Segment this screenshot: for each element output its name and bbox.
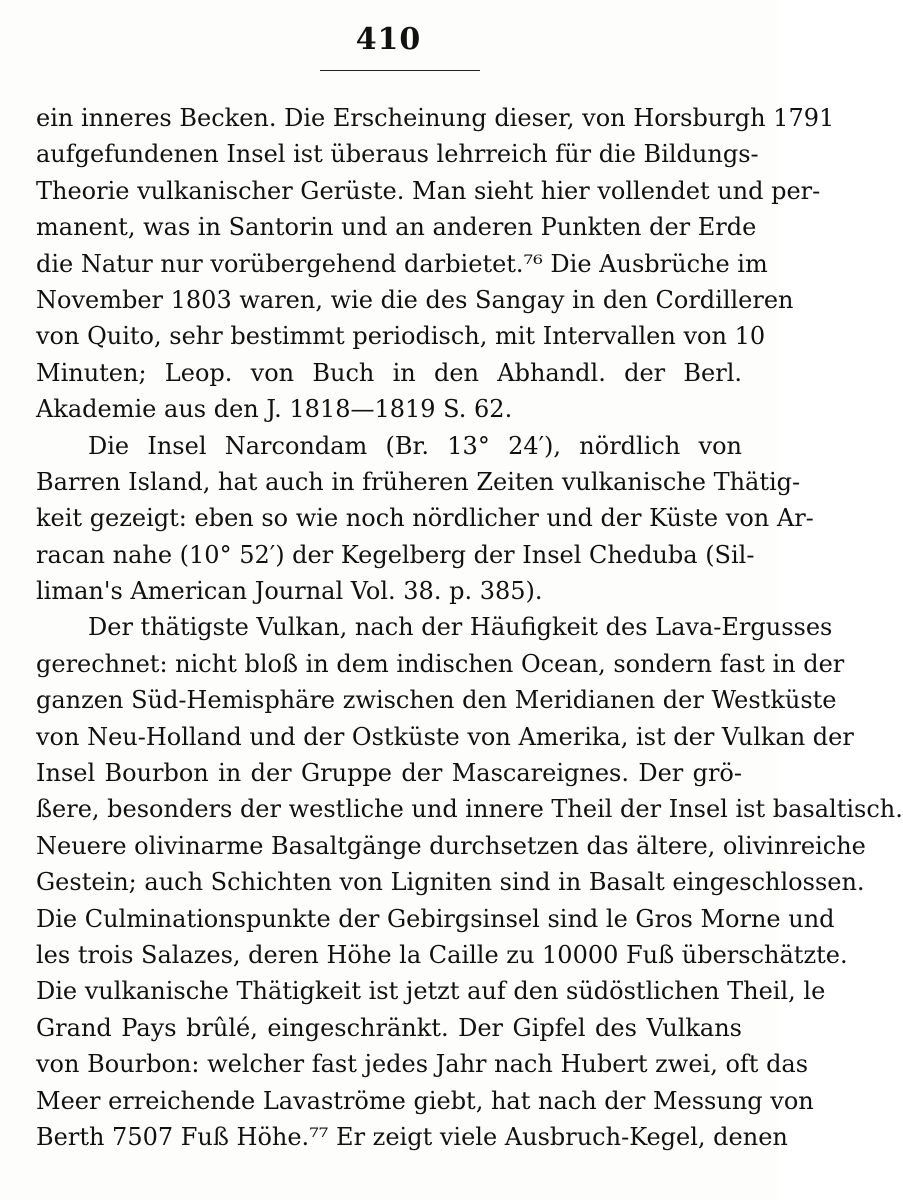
text-line: les trois Salazes, deren Höhe la Caille zu 10000 Fuß überschätzte. <box>36 940 848 969</box>
text-line: Die vulkanische Thätigkeit ist jetzt auf den südöstlichen Theil, le <box>36 977 826 1006</box>
text-line: liman's American Journal Vol. 38. p. 385). <box>36 577 543 606</box>
text-line: Barren Island, hat auch in früheren Zeiten vulkanische Thätig- <box>36 467 801 496</box>
text-line: Die Insel Narcondam (Br. 13° 24′), nördlich von <box>88 431 742 460</box>
page-number: 410 <box>355 22 422 57</box>
text-line: gerechnet: nicht bloß in dem indischen Ocean, sondern fast in der <box>36 649 845 678</box>
text-line: ganzen Süd-Hemisphäre zwischen den Meridianen der Westküste <box>36 686 837 715</box>
header-rule <box>320 70 480 71</box>
text-line: Minuten; Leop. von Buch in den Abhandl. der Berl. <box>36 358 742 387</box>
text-line: ßere, besonders der westliche und innere Theil der Insel ist basaltisch. <box>36 795 903 824</box>
text-line: Neuere olivinarme Basaltgänge durchsetzen das ältere, olivinreiche <box>36 831 866 860</box>
text-line: die Natur nur vorübergehend darbietet.⁷⁶ Die Ausbrüche im <box>36 249 768 278</box>
text-line: manent, was in Santorin und an anderen Punkten der Erde <box>36 213 757 242</box>
text-line: von Bourbon: welcher fast jedes Jahr nach Hubert zwei, oft das <box>36 1050 809 1079</box>
text-line: Berth 7507 Fuß Höhe.⁷⁷ Er zeigt viele Ausbruch-Kegel, denen <box>36 1122 788 1151</box>
text-line: aufgefundenen Insel ist überaus lehrreich für die Bildungs- <box>36 140 759 169</box>
text-line: Theorie vulkanischer Gerüste. Man sieht hier vollendet und per- <box>36 176 821 205</box>
text-line: November 1803 waren, wie die des Sangay in den Cordilleren <box>36 285 794 314</box>
text-line: Der thätigste Vulkan, nach der Häufigkeit des Lava-Ergusses <box>88 613 833 642</box>
text-line: von Quito, sehr bestimmt periodisch, mit Intervallen von 10 <box>36 322 766 351</box>
text-line: racan nahe (10° 52′) der Kegelberg der Insel Cheduba (Sil- <box>36 540 755 569</box>
text-line: ein inneres Becken. Die Erscheinung dieser, von Horsburgh 1791 <box>36 104 835 132</box>
text-line: Die Culminationspunkte der Gebirgsinsel sind le Gros Morne und <box>36 904 835 933</box>
text-line: Gestein; auch Schichten von Ligniten sind in Basalt eingeschlossen. <box>36 868 865 897</box>
text-line: Grand Pays brûlé, eingeschränkt. Der Gipfel des Vulkans <box>36 1013 742 1042</box>
text-line: Akademie aus den J. 1818—1819 S. 62. <box>36 395 513 424</box>
text-line: von Neu-Holland und der Ostküste von Amerika, ist der Vulkan der <box>36 722 854 751</box>
text-line: Meer erreichende Lavaströme giebt, hat nach der Messung von <box>36 1086 814 1115</box>
text-line: Insel Bourbon in der Gruppe der Mascareignes. Der grö- <box>36 759 742 788</box>
text-line: keit gezeigt: eben so wie noch nördlicher und der Küste von Ar- <box>36 504 814 533</box>
body-text <box>36 100 903 1155</box>
